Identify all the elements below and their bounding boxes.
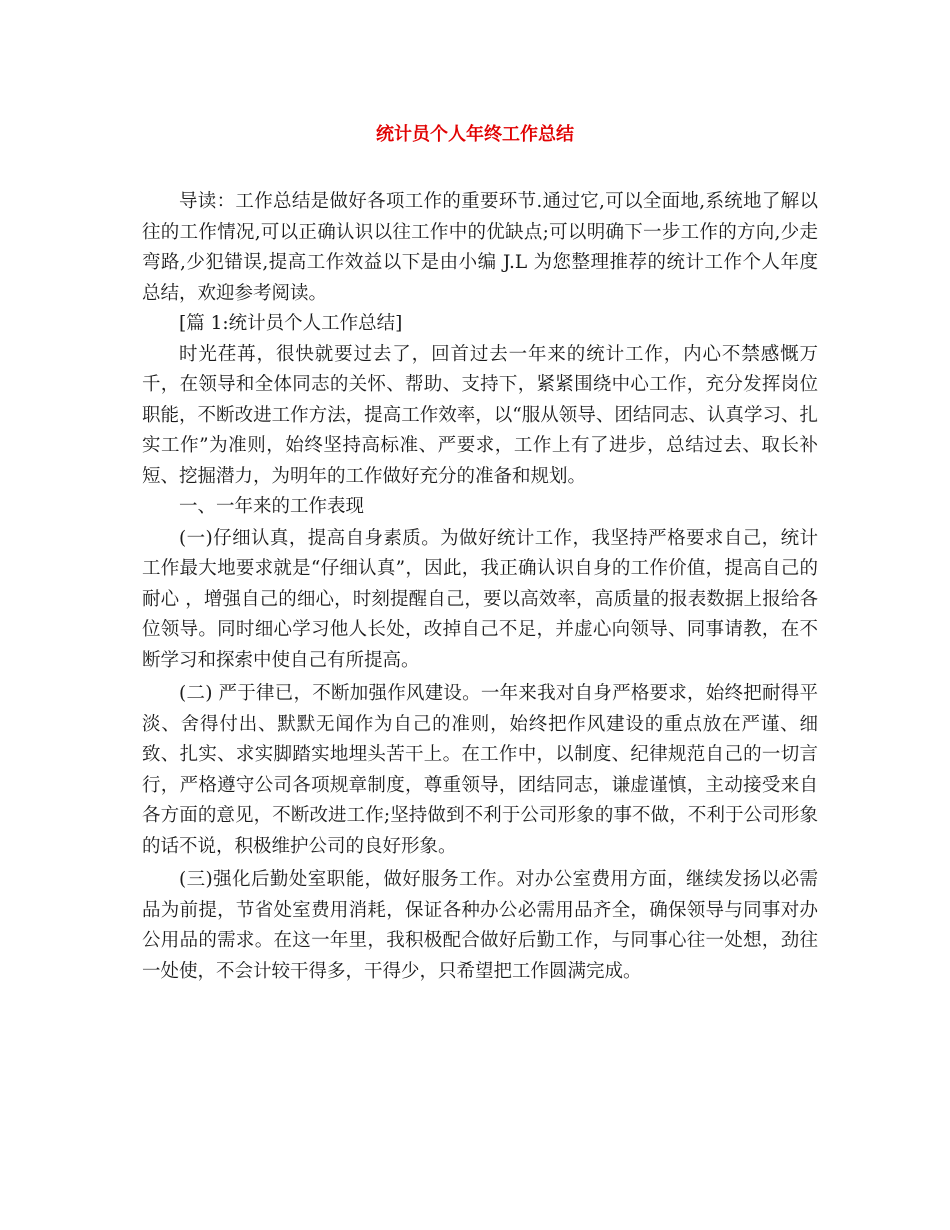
body-paragraph: (二) 严于律已，不断加强作风建设。一年来我对自身严格要求，始终把耐得平淡、舍得付出、默默无闻作为自己的准则，始终把作风建设的重点放在严谨、细致、扎实、求实脚踏实地埋头苦干上。在工作中，以制度、纪律规范自己的一切言行，严格遵守公司各项规章制度，尊重领导，团结同志，谦虚谨慎，主动接受来自各方面的意见，不断改进工作;坚持做到不利于公司形象的事不做，不利于公司形象的话不说，积极维护公司的良好形象。	[142, 683, 818, 857]
body-paragraph: 时光荏苒，很快就要过去了，回首过去一年来的统计工作，内心不禁感慨万千，在领导和全体同志的关怀、帮助、支持下，紧紧围绕中心工作，充分发挥岗位职能，不断改进工作方法，提高工作效率，以“服从领导、团结同志、认真学习、扎实工作”为准则，始终坚持高标准、严要求，工作上有了进步，总结过去、取长补短、挖掘潜力，为明年的工作做好充分的准备和规划。	[142, 343, 818, 487]
section-heading-article: [篇 1:统计员个人工作总结]	[179, 313, 403, 334]
section-heading-performance: 一、一年来的工作表现	[179, 496, 365, 517]
document-title: 统计员个人年终工作总结	[376, 124, 574, 145]
document-body	[142, 187, 818, 987]
body-paragraph: (一)仔细认真，提高自身素质。为做好统计工作，我坚持严格要求自己，统计工作最大地要求就是“仔细认真”，因此，我正确认识自身的工作价值，提高自己的耐心 ，增强自己的细心，时刻提醒自己，要以高效率，高质量的报表数据上报给各位领导。同时细心学习他人长处，改掉自己不足，并虚心向领导、同事请教，在不断学习和探索中使自己有所提高。	[142, 527, 818, 671]
body-paragraph: (三)强化后勤处室职能，做好服务工作。对办公室费用方面，继续发扬以必需品为前提，节省处室费用消耗，保证各种办公必需用品齐全，确保领导与同事对办公用品的需求。在这一年里，我积极配合做好后勤工作，与同事心往一处想，劲往一处使，不会计较干得多，干得少，只希望把工作圆满完成。	[142, 869, 818, 982]
intro-paragraph: 导读：工作总结是做好各项工作的重要环节.通过它,可以全面地,系统地了解以往的工作情况,可以正确认识以往工作中的优缺点;可以明确下一步工作的方向,少走弯路,少犯错误,提高工作效益以下是由小编 J.L 为您整理推荐的统计工作个人年度总结，欢迎参考阅读。	[142, 191, 818, 304]
